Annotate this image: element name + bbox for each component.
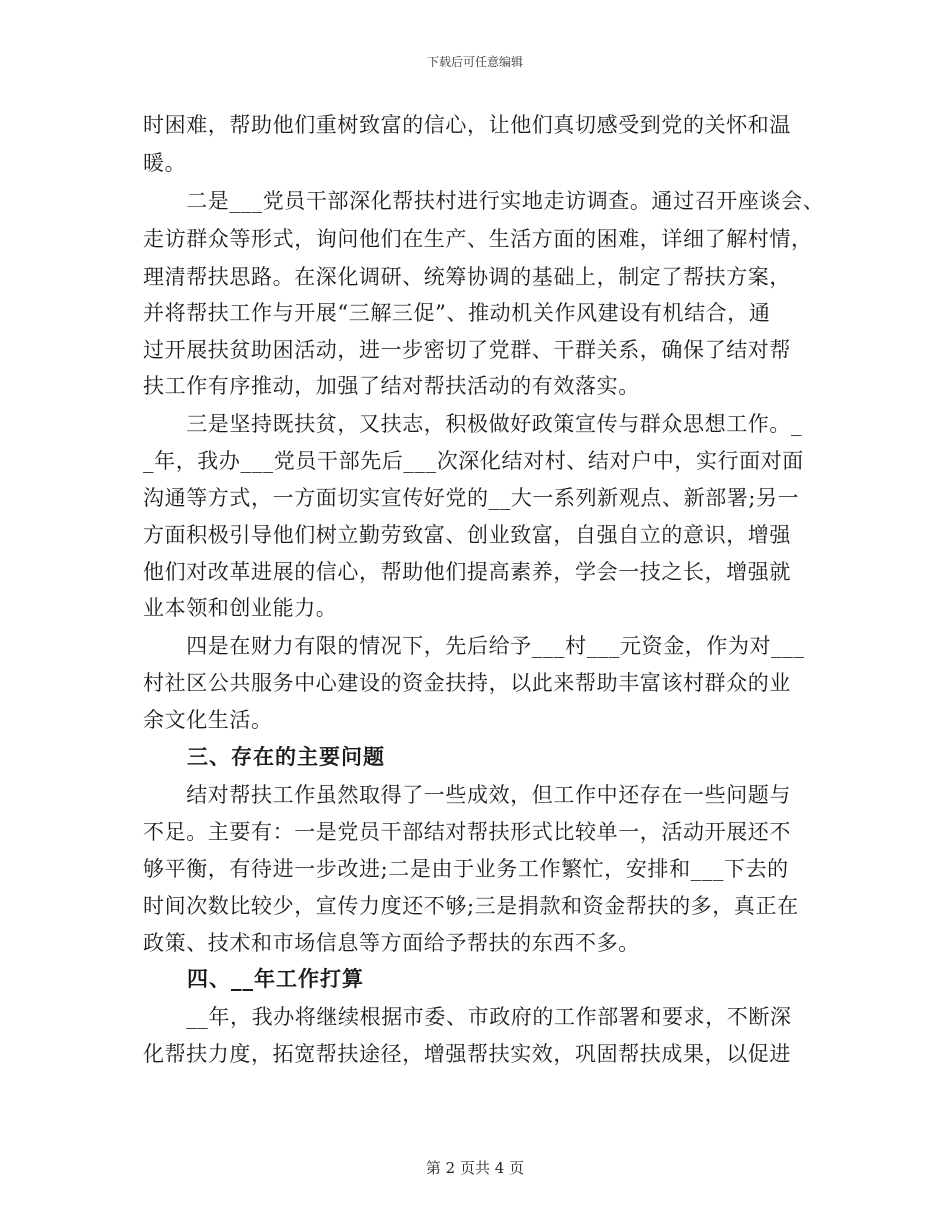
paragraph-line: 理清帮扶思路。在深化调研、统筹协调的基础上，制定了帮扶方案， [143, 265, 791, 289]
paragraph-line: 并将帮扶工作与开展“三解三促”、推动机关作风建设有机结合，通 [143, 301, 771, 325]
page-header: 下载后可任意编辑 [426, 55, 523, 69]
section-heading: 四、__年工作打算 [143, 967, 364, 991]
paragraph-line: 走访群众等形式，询问他们在生产、生活方面的困难，详细了解村情， [143, 227, 813, 251]
paragraph-line: 三是坚持既扶贫，又扶志，积极做好政策宣传与群众思想工作。_ [143, 412, 803, 436]
paragraph-line: 结对帮扶工作虽然取得了一些成效，但工作中还存在一些问题与 [143, 783, 791, 807]
section-heading: 三、存在的主要问题 [143, 745, 385, 769]
paragraph-line: 四是在财力有限的情况下，先后给予___村___元资金，作为对___ [143, 634, 805, 658]
paragraph-line: __年，我办将继续根据市委、市政府的工作部署和要求，不断深 [143, 1005, 792, 1029]
paragraph-line: 方面积极引导他们树立勤劳致富、创业致富，自强自立的意识，增强 [143, 523, 791, 547]
paragraph-line: 过开展扶贫助困活动，进一步密切了党群、干群关系，确保了结对帮 [143, 338, 791, 362]
paragraph-line: 政策、技术和市场信息等方面给予帮扶的东西不多。 [143, 931, 640, 955]
paragraph-line: 二是___党员干部深化帮扶村进行实地走访调查。通过召开座谈会、 [143, 189, 825, 213]
paragraph-line: 沟通等方式，一方面切实宣传好党的__大一系列新观点、新部署;另一 [143, 486, 800, 510]
paragraph-line: 扶工作有序推动，加强了结对帮扶活动的有效落实。 [143, 374, 640, 398]
paragraph-line: 暖。 [143, 151, 187, 175]
paragraph-line: 村社区公共服务中心建设的资金扶持，以此来帮助丰富该村群众的业 [143, 671, 791, 695]
paragraph-line: 化帮扶力度，拓宽帮扶途径，增强帮扶实效，巩固帮扶成果，以促进 [143, 1042, 791, 1066]
page-footer: 第 2 页共 4 页 [425, 1159, 525, 1177]
paragraph-line: 余文化生活。 [143, 708, 273, 732]
paragraph-line: 时困难，帮助他们重树致富的信心，让他们真切感受到党的关怀和温 [143, 113, 791, 137]
paragraph-line: 不足。主要有：一是党员干部结对帮扶形式比较单一，活动开展还不 [143, 820, 791, 844]
paragraph-line: 时间次数比较少，宣传力度还不够;三是捐款和资金帮扶的多，真正在 [143, 894, 799, 918]
paragraph-line: 够平衡，有待进一步改进;二是由于业务工作繁忙，安排和___下去的 [143, 857, 789, 881]
paragraph-line: _年，我办___党员干部先后___次深化结对村、结对户中，实行面对面 [143, 449, 804, 473]
paragraph-line: 业本领和创业能力。 [143, 596, 338, 620]
paragraph-line: 他们对改革进展的信心，帮助他们提高素养，学会一技之长，增强就 [143, 560, 791, 584]
